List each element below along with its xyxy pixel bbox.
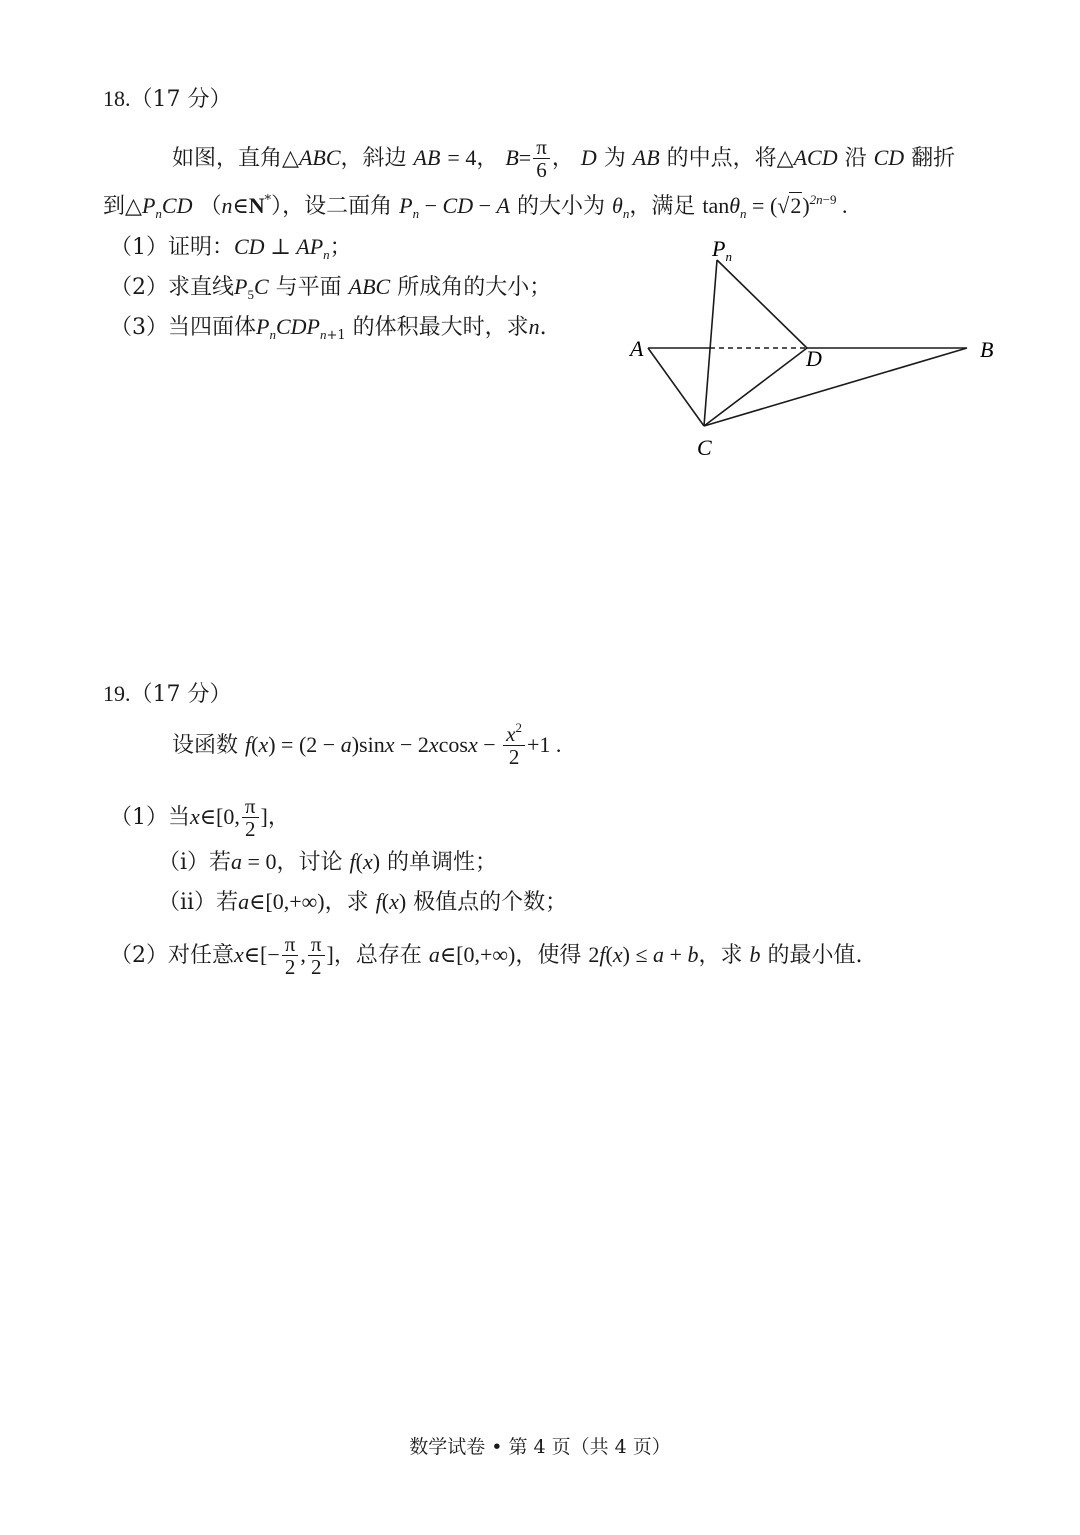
q19-number: 19. [103,681,131,706]
page-footer: 数学试卷 • 第 4 页（共 4 页） [409,1436,671,1458]
frac-pi-2: $\frac{\pi}{2}$ [242,795,259,841]
q18-part2: （2）求直线$P_5C$ 与平面 ABC 所成角的大小； [110,274,552,302]
q18-line2: 到$\triangle P_nCD$ （n∈N*），设二面角 $P_n$ − CD − A 的大小为 $\theta_n$，满足 $\tan\theta_n = (√2)^{2n-9}$ . [103,192,848,221]
q18-score: （17 分） [130,87,232,112]
q19-part2: （2）对任意x∈[− $\frac{\pi}{2}$ , $\frac{\pi}{2}$ ]，总存在 a∈[0,+∞)，使得 2f(x) ≤ a + b，求 b 的最小值. [110,931,863,979]
q18-geometry-figure [600,230,1020,470]
label-D: D [806,346,822,371]
q18-header [103,88,232,111]
q19-intro: 设函数 f(x) = (2 − a)sinx − 2xcosx − $\frac{x^2}{2}$ +1 . [172,719,562,769]
label-A: A [630,336,644,361]
edge-A-C [648,348,704,426]
q19-part1-ii: （ii）若a∈[0,+∞)，求 f(x) 极值点的个数； [158,889,568,915]
q18-line1: 如图，直角△ABC，斜边 AB = 4， B= $\frac{\pi}{6}$ ， D 为 AB 的中点，将△ACD 沿 CD 翻折 [172,135,956,183]
edge-C-B [704,348,967,426]
frac-pi-6: $\frac{\pi}{6}$ [533,136,550,182]
q19-part1: （1）当x∈[0, $\frac{\pi}{2}$ ]， [110,793,290,841]
frac-pi-2b: $\frac{\pi}{2}$ [308,933,325,979]
q18-part1: （1）证明：CD ⊥ $AP_n$； [110,234,352,262]
q18-number: 18. [103,86,131,111]
frac-x2-2: $\frac{x^2}{2}$ [503,723,525,769]
q19-header [103,683,232,706]
q19-score: （17 分） [130,682,232,707]
edge-Pn-D [717,260,807,348]
label-C: C [697,435,712,460]
q19-part1-i: （i）若a = 0，讨论 f(x) 的单调性； [158,849,498,875]
label-Pn: $P_n$ [712,236,732,264]
q18-part3: （3）当四面体$P_nCDP_{n+1}$ 的体积最大时，求n. [110,314,547,343]
edge-C-D [704,348,807,426]
edge-Pn-C [704,260,717,426]
frac-neg-pi-2: $\frac{\pi}{2}$ [282,933,299,979]
label-B: B [980,337,994,362]
